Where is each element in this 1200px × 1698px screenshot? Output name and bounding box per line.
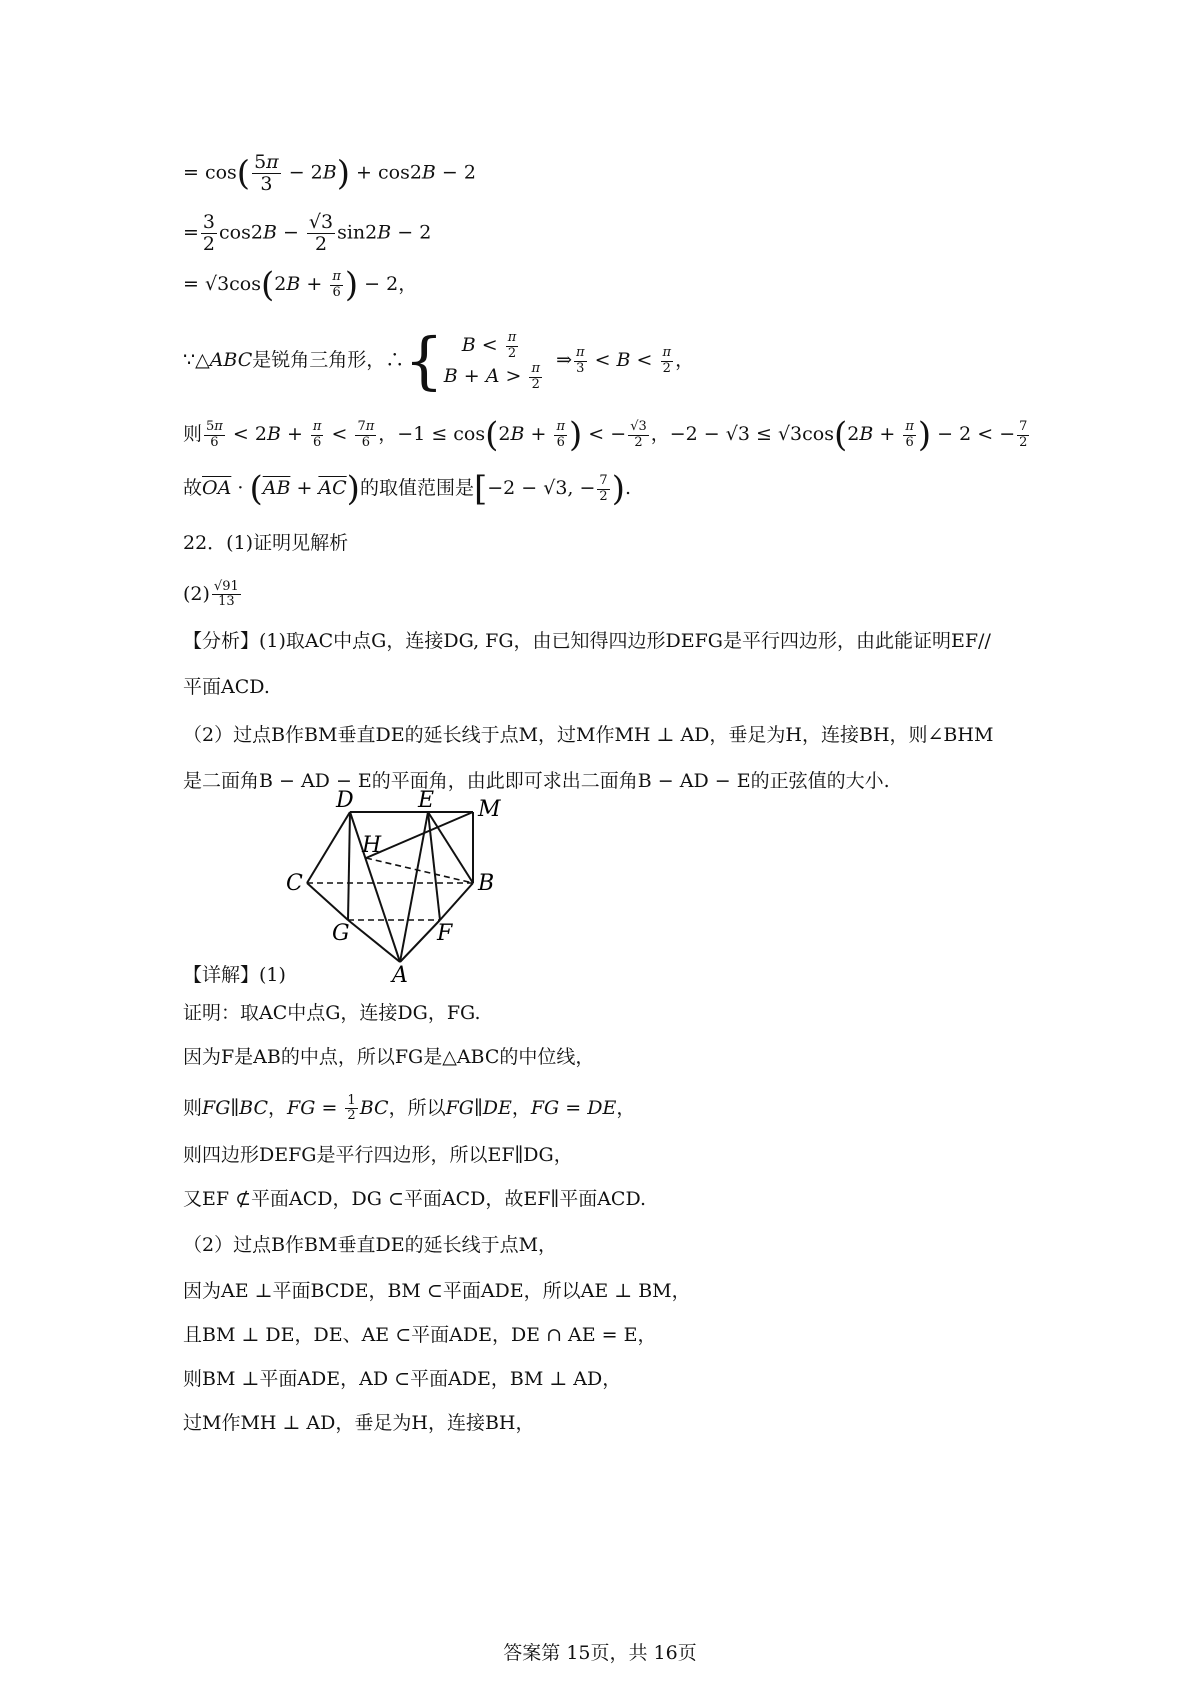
proof-line-5: 又EF ⊄平面ACD，DG ⊂平面ACD，故EF∥平面ACD. xyxy=(183,1188,647,1210)
eq-line-3: = √3cos(2B + $\frac{\pi}{6}$ ) − 2， xyxy=(183,265,418,305)
proof-line-3: 则FG∥BC，FG = $\frac{1}{2}$ BC，所以FG∥DE，FG = DE， xyxy=(183,1093,636,1124)
proof-line-10: 过M作MH ⊥ AD，垂足为H，连接BH， xyxy=(183,1412,535,1434)
eq-line-6: 故$\overline{OA} \cdot (\overline{AB} + \overline{AC})$的取值范围是[−2 − √3, − $\frac{7}{2}$ ). xyxy=(183,469,632,509)
label-d: D xyxy=(336,788,354,813)
analysis-line-4: 是二面角B − AD − E的平面角，由此即可求出二面角B − AD − E的正弦值的大小. xyxy=(183,770,890,792)
label-h: H xyxy=(362,833,382,858)
proof-line-4: 则四边形DEFG是平行四边形，所以EF∥DG， xyxy=(183,1144,573,1166)
page-footer: 答案第 15页，共 16页 xyxy=(503,1642,697,1664)
eq-line-1: = cos( $\frac{5\pi}{3}$ − 2B) + cos2B − 2 xyxy=(183,151,476,195)
label-b: B xyxy=(478,871,495,896)
geometry-figure xyxy=(286,788,550,1000)
proof-line-9: 则BM ⊥平面ADE，AD ⊂平面ADE，BM ⊥ AD， xyxy=(183,1368,622,1390)
eq-line-4: ∵△ABC是锐角三角形，∴{ B < $\frac{\pi}{2}$ B + A > $\frac{\pi}{2}$ ⇒ $\frac{\pi}{3}$ < B < $\frac{\pi}{2}$ ， xyxy=(183,324,695,397)
answer-22-1: 22．(1)证明见解析 xyxy=(183,532,349,554)
detail-heading: 【详解】(1) xyxy=(183,964,286,986)
proof-line-8: 且BM ⊥ DE，DE、AE ⊂平面ADE，DE ∩ AE = E， xyxy=(183,1324,657,1346)
proof-line-7: 因为AE ⊥平面BCDE，BM ⊂平面ADE，所以AE ⊥ BM， xyxy=(183,1280,691,1302)
label-a: A xyxy=(392,963,408,988)
analysis-line-1: 【分析】(1)取AC中点G，连接DG, FG，由已知得四边形DEFG是平行四边形，由此能证明EF// xyxy=(183,630,991,652)
analysis-line-3: （2）过点B作BM垂直DE的延长线于点M，过M作MH ⊥ AD，垂足为H，连接BH，则∠BHM xyxy=(183,724,994,746)
label-c: C xyxy=(286,871,303,896)
eq-line-2: = $\frac{3}{2}$ cos2B − $\frac{√3}{2}$ sin2B − 2 xyxy=(183,211,432,255)
analysis-line-2: 平面ACD. xyxy=(183,676,270,698)
label-m: M xyxy=(478,797,501,822)
label-g: G xyxy=(332,921,350,946)
eq-line-5: 则 $\frac{5\pi}{6}$ < 2B + $\frac{\pi}{6}$ < $\frac{7\pi}{6}$ ，−1 ≤ cos(2B + $\frac{\pi}{6}$ ) < − $\frac{√3}{2}$ ，−2 − √3 ≤ √3cos(2B + $\frac{\pi}{6}$ ) − 2 < − $\frac{7}{2}$ xyxy=(183,415,1028,455)
label-f: F xyxy=(437,921,453,946)
proof-line-2: 因为F是AB的中点，所以FG是△ABC的中位线， xyxy=(183,1046,595,1068)
label-e: E xyxy=(418,788,435,813)
proof-line-6: （2）过点B作BM垂直DE的延长线于点M， xyxy=(183,1234,558,1256)
answer-22-2: (2) $\frac{√91}{13}$ xyxy=(183,579,239,610)
proof-line-1: 证明：取AC中点G，连接DG，FG. xyxy=(183,1002,481,1024)
